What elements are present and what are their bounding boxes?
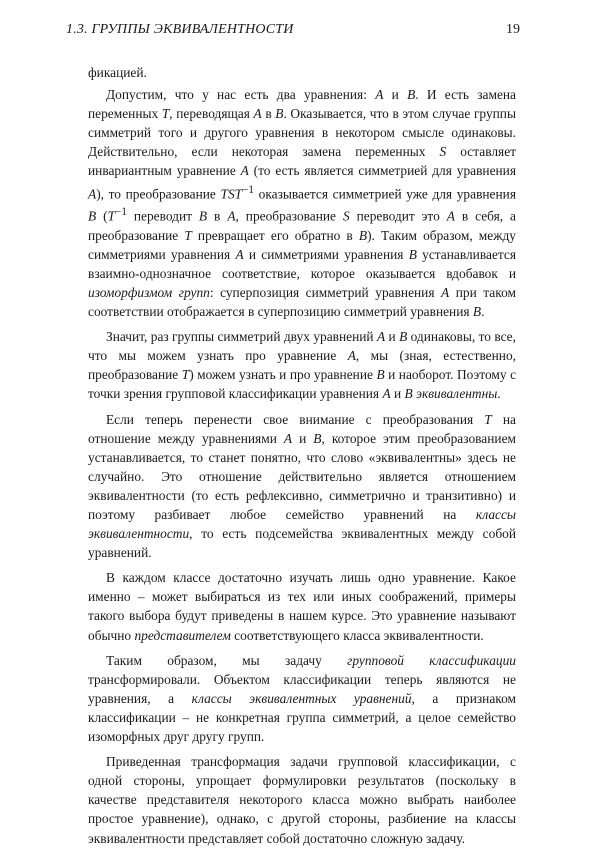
paragraph: Значит, раз группы симметрий двух уравнений A и B одинаковы, то все, что мы можем узнать про уравнение A, мы (зная, естественно, преобразование T) можем узнать и про уравнение B и наоборот. Поэтому с точки зрения групповой классификации уравнения A и B эквивалентны. bbox=[88, 329, 517, 402]
paragraph: фикацией. bbox=[88, 65, 147, 80]
paragraph: Если теперь перенести свое внимание с преобразования T на отношение между уравнениями A и B, которое этим преобразованием устанавливается, то станет понятно, что слово «эквивалентны» здесь не случайно. Это отношение действительно является отношением эквивалентности (то есть рефлексивно, симметрично и транзитивно) и поэтому разбивает любое семейство уравнений на классы эквивалентности, то есть подсемейства эквивалентных между собой уравнений. bbox=[88, 411, 516, 561]
body-text bbox=[88, 63, 516, 848]
paragraph: В каждом классе достаточно изучать лишь одно уравнение. Какое именно – может выбираться из тех или иных соображений, примеры такого выбора будут приведены в нашем курсе. Это уравнение называют обычно представителем соответствующего класса эквивалентности. bbox=[88, 570, 516, 643]
paragraph: Таким образом, мы задачу групповой классификации трансформировали. Объектом классификации теперь являются не уравнения, а классы эквивалентных уравнений, а признаком классификации – не конкретная группа симметрий, а целое семейство изоморфных друг другу групп. bbox=[88, 652, 516, 745]
page-number: 19 bbox=[506, 22, 520, 37]
paragraph: Приведенная трансформация задачи групповой классификации, с одной стороны, упрощает формулировки результатов (поскольку в качестве представителя некоторого класса можно выбрать наиболее простое уравнение), однако, с другой стороны, разбиение на классы эквивалентности представляет собой достаточно сложную задачу. bbox=[88, 754, 516, 846]
paragraph: Допустим, что у нас есть два уравнения: A и B. И есть замена переменных T, переводящая A в B. Оказывается, что в этом случае группы симметрий того и другого уравнения в некотором смысле одинаковы. Действительно, если некоторая замена переменных S оставляет инвариантным уравнение A (то есть является симметрией для уравнения A), то преобразование $TST^{-1}$ оказывается симметрией уже для уравнения B ($T^{-1}$ переводит B в A, преобразование S переводит это A в себя, а преобразование T превращает его обратно в B). Таким образом, между симметриями уравнения A и симметриями уравнения B устанавливается взаимно-однозначное соответствие, которое оказывается вдобавок и изоморфизмом групп: суперпозиция симметрий уравнения A при таком соответствии отображается в суперпозицию симметрий уравнения B. bbox=[88, 87, 517, 320]
running-header bbox=[0, 22, 600, 42]
section-title: 1.3. ГРУППЫ ЭКВИВАЛЕНТНОСТИ bbox=[66, 22, 294, 37]
